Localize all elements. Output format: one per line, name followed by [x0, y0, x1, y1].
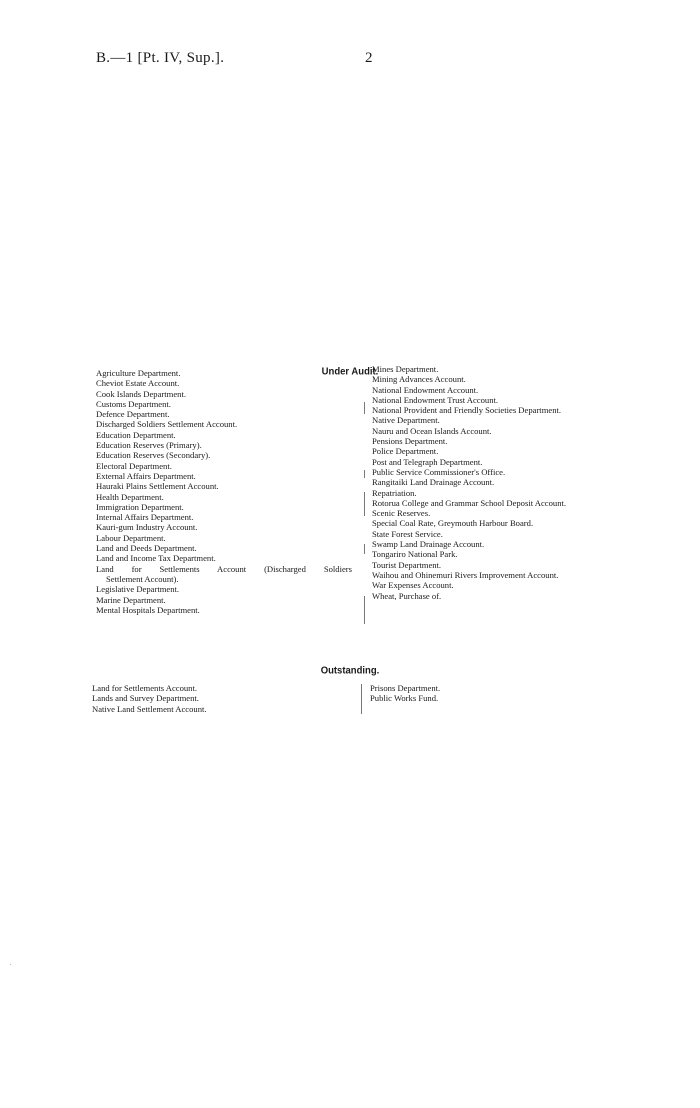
wrapped-line-1: Land for Settlements Account (Discharged Soldiers	[96, 563, 352, 574]
list-item: Special Coal Rate, Greymouth Harbour Board.	[372, 518, 534, 529]
list-item-wrapped	[96, 564, 352, 585]
list-item: Agriculture Department.	[96, 368, 181, 378]
list-item: Mining Advances Account.	[372, 374, 466, 385]
list-item: Tongariro National Park.	[372, 549, 458, 560]
column-rule	[361, 684, 362, 714]
list-item: Wheat, Purchase of.	[372, 590, 442, 601]
list-item: Nauru and Ocean Islands Account.	[372, 425, 492, 436]
list-item: Pensions Department.	[372, 436, 448, 447]
list-item: Kauri-gum Industry Account.	[96, 522, 198, 533]
list-item: Education Reserves (Secondary).	[96, 450, 211, 461]
page-number: 2	[365, 50, 373, 66]
column-rule	[364, 544, 365, 554]
list-item: Education Department.	[96, 429, 176, 440]
list-item: National Provident and Friendly Societies Department.	[372, 405, 562, 416]
list-item: Electoral Department.	[96, 460, 172, 471]
list-item: Rangitaiki Land Drainage Account.	[372, 477, 495, 488]
list-item: Marine Department.	[96, 594, 166, 605]
list-item: External Affairs Department.	[96, 470, 196, 481]
list-item: Mines Department.	[372, 364, 439, 374]
list-item: Immigration Department.	[96, 501, 184, 512]
list-item: Education Reserves (Primary).	[96, 440, 202, 451]
list-item: Tourist Department.	[372, 559, 442, 570]
list-item: Mental Hospitals Department.	[96, 604, 200, 615]
under-audit-heading: Under Audit.	[321, 365, 379, 378]
list-item: Police Department.	[372, 446, 439, 457]
list-item: Customs Department.	[96, 398, 171, 409]
list-item: Scenic Reserves.	[372, 508, 431, 519]
list-item: Lands and Survey Department.	[92, 693, 199, 704]
list-item: Legislative Department.	[96, 584, 180, 595]
list-item: Native Department.	[372, 415, 440, 426]
list-item: Land and Income Tax Department.	[96, 553, 216, 564]
outstanding-left-list	[92, 683, 352, 714]
list-item: Health Department.	[96, 491, 164, 502]
outstanding-heading: Outstanding.	[320, 664, 380, 677]
list-item: Public Service Commissioner's Office.	[372, 466, 506, 477]
list-item: Swamp Land Drainage Account.	[372, 539, 485, 550]
list-item: Cook Islands Department.	[96, 388, 186, 399]
running-head: B.—1 [Pt. IV, Sup.].	[96, 50, 225, 66]
list-item: Land for Settlements Account.	[92, 683, 198, 693]
list-item: Native Land Settlement Account.	[92, 703, 207, 714]
list-item: Hauraki Plains Settlement Account.	[96, 481, 219, 492]
outstanding-right-list	[370, 683, 610, 704]
wrapped-line-2: Settlement Account).	[106, 573, 179, 584]
list-item: National Endowment Account.	[372, 384, 479, 395]
list-item: Public Works Fund.	[370, 693, 439, 704]
list-item: War Expenses Account.	[372, 580, 454, 591]
list-item: Cheviot Estate Account.	[96, 378, 180, 389]
under-audit-right-list	[372, 364, 692, 601]
list-item: Defence Department.	[96, 409, 170, 420]
list-item: Discharged Soldiers Settlement Account.	[96, 419, 238, 430]
list-item: National Endowment Trust Account.	[372, 394, 499, 405]
under-audit-left-list	[96, 368, 352, 615]
list-item: Land and Deeds Department.	[96, 543, 197, 554]
list-item: Internal Affairs Department.	[96, 512, 194, 523]
list-item: Repatriation.	[372, 487, 417, 498]
column-rule	[364, 492, 365, 516]
list-item: Labour Department.	[96, 532, 166, 543]
column-rule	[364, 596, 365, 624]
column-rule	[364, 402, 365, 414]
column-rule	[364, 470, 365, 478]
list-item: Prisons Department.	[370, 683, 441, 693]
list-item: Waihou and Ohinemuri Rivers Improvement Account.	[372, 569, 559, 580]
scan-speck	[10, 964, 11, 965]
list-item: Rotorua College and Grammar School Deposit Account.	[372, 497, 567, 508]
list-item: State Forest Service.	[372, 528, 443, 539]
list-item: Post and Telegraph Department.	[372, 456, 483, 467]
